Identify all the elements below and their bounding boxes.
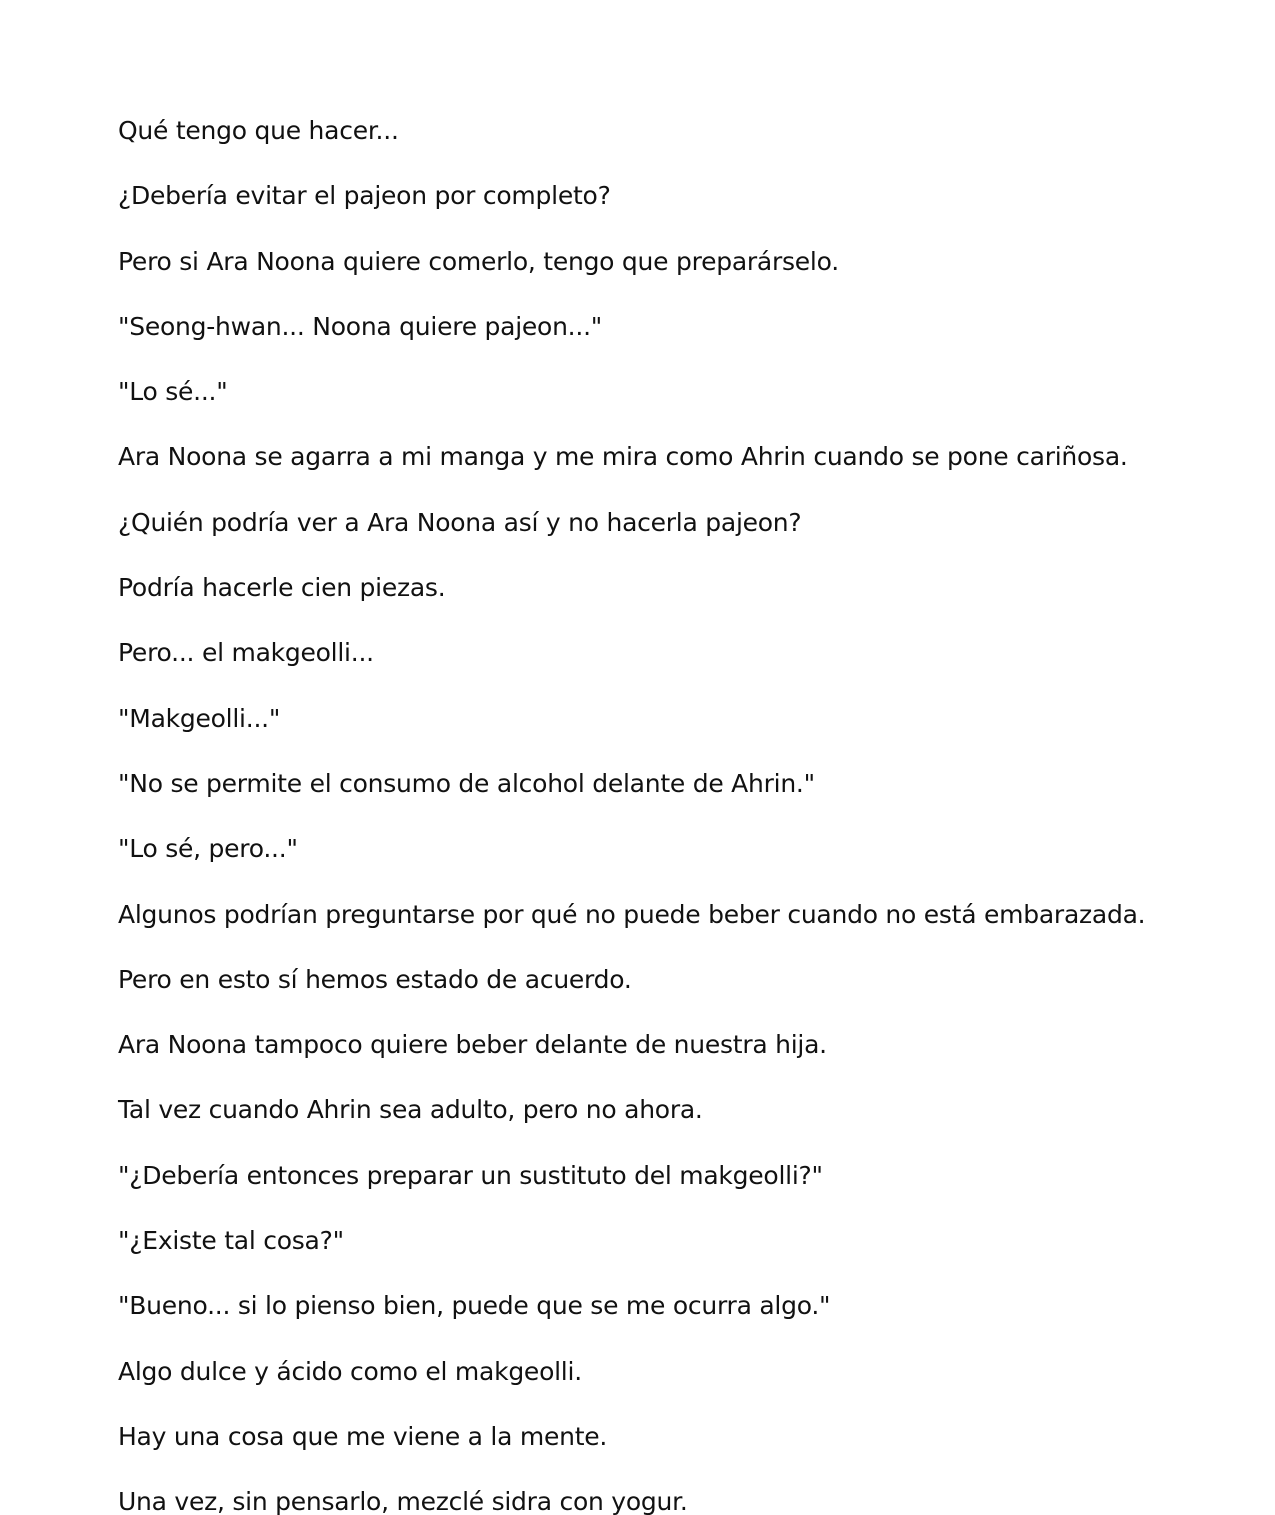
paragraph: Algunos podrían preguntarse por qué no puede beber cuando no está embarazada. — [118, 899, 1146, 929]
paragraph: Qué tengo que hacer... — [118, 116, 399, 145]
paragraph: Ara Noona tampoco quiere beber delante de nuestra hija. — [118, 1030, 827, 1060]
paragraph: Hay una cosa que me viene a la mente. — [118, 1421, 608, 1451]
paragraph: Pero... el makgeolli... — [118, 638, 374, 668]
paragraph: ¿Quién podría ver a Ara Noona así y no hacerla pajeon? — [118, 507, 802, 537]
paragraph: Podría hacerle cien piezas. — [118, 573, 446, 603]
paragraph: Algo dulce y ácido como el makgeolli. — [118, 1356, 582, 1386]
paragraph: Una vez, sin pensarlo, mezclé sidra con yogur. — [118, 1487, 688, 1515]
paragraph: ¿Debería evitar el pajeon por completo? — [118, 181, 611, 211]
paragraph: "Makgeolli..." — [118, 703, 281, 733]
paragraph: "¿Debería entonces preparar un sustituto del makgeolli?" — [118, 1160, 823, 1190]
paragraph: "¿Existe tal cosa?" — [118, 1226, 344, 1256]
paragraph: "Seong-hwan... Noona quiere pajeon..." — [118, 311, 603, 341]
paragraph: Pero si Ara Noona quiere comerlo, tengo que preparárselo. — [118, 246, 839, 276]
paragraph: "No se permite el consumo de alcohol delante de Ahrin." — [118, 768, 815, 798]
paragraph: "Lo sé..." — [118, 377, 228, 407]
paragraph: Pero en esto sí hemos estado de acuerdo. — [118, 964, 632, 994]
paragraph: "Lo sé, pero..." — [118, 834, 298, 864]
paragraph: "Bueno... si lo pienso bien, puede que se me ocurra algo." — [118, 1291, 831, 1321]
document-body — [118, 116, 1198, 1515]
paragraph: Tal vez cuando Ahrin sea adulto, pero no ahora. — [118, 1095, 703, 1125]
paragraph: Ara Noona se agarra a mi manga y me mira como Ahrin cuando se pone cariñosa. — [118, 442, 1128, 472]
